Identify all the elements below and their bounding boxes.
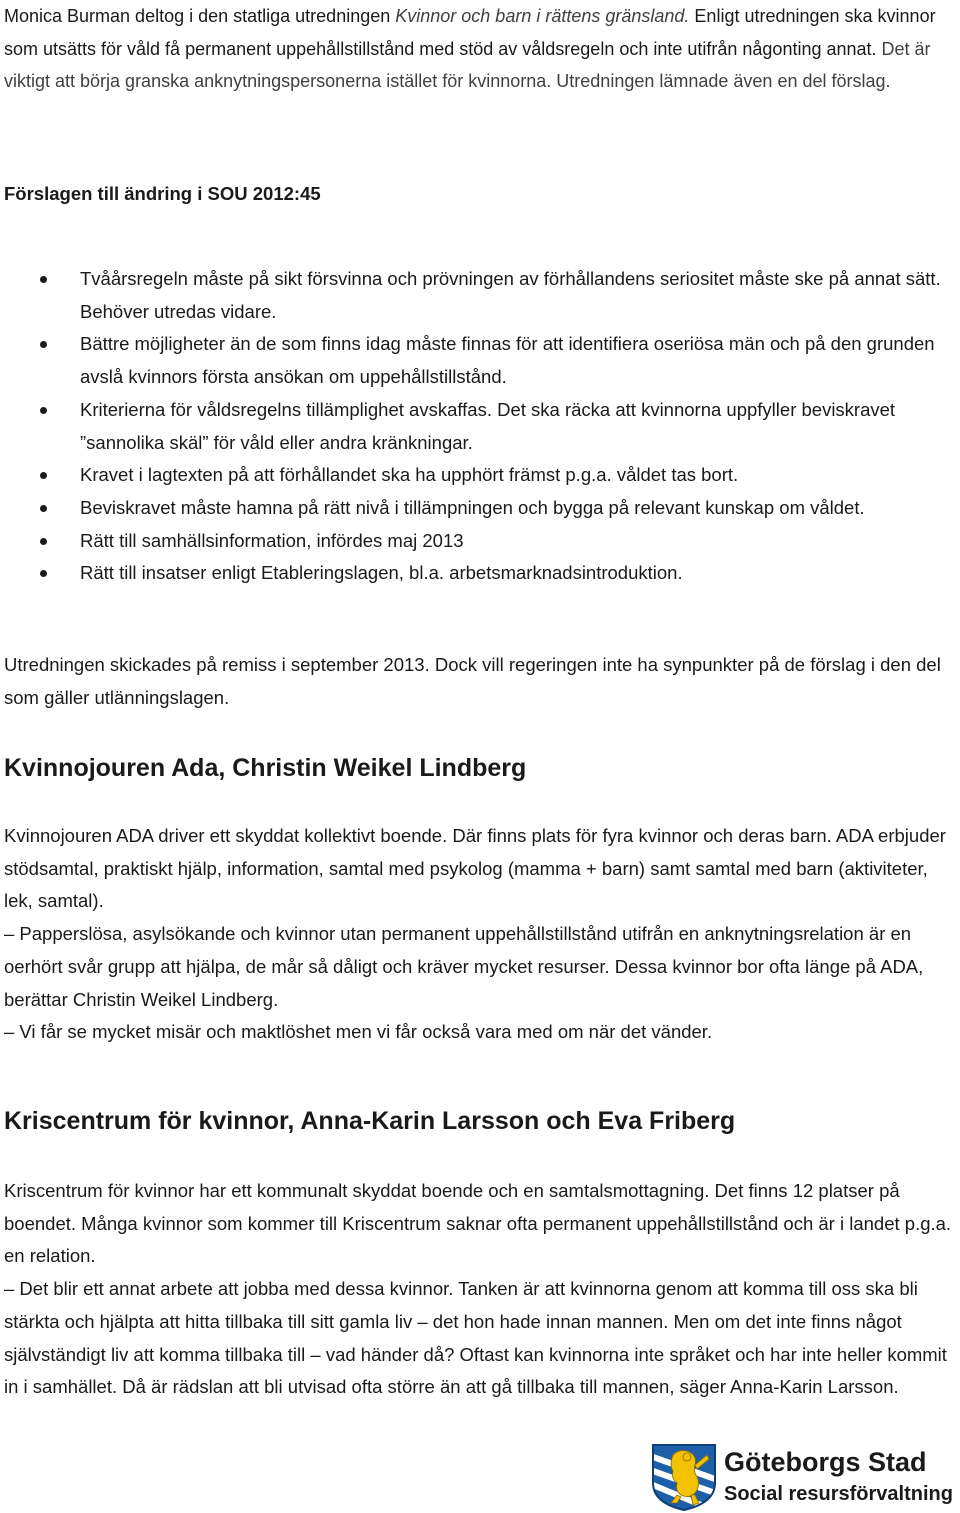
- list-item-text: Bättre möjligheter än de som finns idag måste finnas för att identifiera oseriösa män och på den grunden avslå kvinnors första ansökan om uppehållstillstånd.: [80, 333, 935, 388]
- logo-department-name: Social resursförvaltning: [724, 1483, 953, 1505]
- section-heading-ada: Kvinnojouren Ada, Christin Weikel Lindberg: [4, 754, 527, 782]
- bullet-icon: [40, 341, 47, 348]
- list-item: [4, 263, 956, 328]
- city-shield-icon: [651, 1443, 717, 1511]
- bullet-icon: [40, 276, 47, 283]
- section-body-ada: [4, 820, 956, 1049]
- bullet-icon: [40, 407, 47, 414]
- bullet-icon: [40, 472, 47, 479]
- section-heading-kriscentrum: Kriscentrum för kvinnor, Anna-Karin Larsson och Eva Friberg: [4, 1107, 736, 1135]
- intro-paragraph: [4, 0, 956, 98]
- list-item-text: Rätt till insatser enligt Etableringslagen, bl.a. arbetsmarknadsintroduktion.: [80, 562, 683, 584]
- proposals-list: [4, 263, 956, 590]
- ada-quote-1: – Papperslösa, asylsökande och kvinnor utan permanent uppehållstillstånd utifrån en anknytningsrelation är en oerhört svår grupp att hjälpa, de mår så dåligt och kräver mycket resurser. Dessa kvinnor bor ofta länge på ADA, berättar Christin Weikel Lindberg.: [4, 923, 924, 1010]
- list-item-text: Kravet i lagtexten på att förhållandet ska ha upphört främst p.g.a. våldet tas bort.: [80, 464, 739, 486]
- ada-quote-2: – Vi får se mycket misär och maktlöshet men vi får också vara med om när det vänder.: [4, 1021, 713, 1043]
- list-item: [4, 492, 956, 525]
- list-item: [4, 394, 956, 459]
- section-body-kriscentrum: [4, 1175, 956, 1404]
- bullet-icon: [40, 570, 47, 577]
- bullet-icon: [40, 538, 47, 545]
- kris-quote-1: – Det blir ett annat arbete att jobba med dessa kvinnor. Tanken är att kvinnorna genom att komma till oss ska bli stärkta och hjälpta att hitta tillbaka till sitt gamla liv – det hon hade innan mannen. Men om det inte finns något självständigt liv att komma tillbaka till – vad händer då? Oftast kan kvinnorna inte språket och har inte heller kommit in i samhället. Då är rädslan att bli utvisad ofta större än att gå tillbaka till mannen, säger Anna-Karin Larsson.: [4, 1278, 947, 1398]
- kris-paragraph-1: Kriscentrum för kvinnor har ett kommunalt skyddat boende och en samtalsmottagning. Det finns 12 platser på boendet. Många kvinnor som kommer till Kriscentrum saknar ofta permanent uppehållstillstånd och är i landet p.g.a. en relation.: [4, 1180, 952, 1267]
- list-item: [4, 328, 956, 393]
- list-item: [4, 459, 956, 492]
- intro-part-1: Monica Burman deltog i den statliga utredningen: [4, 6, 396, 26]
- intro-part-3: Det är viktigt att börja granska anknytningspersonerna istället för kvinnorna. Utredningen lämnade även en del förslag.: [4, 38, 931, 91]
- logo-city-name: Göteborgs Stad: [724, 1447, 927, 1477]
- list-item-text: Kriterierna för våldsregelns tillämplighet avskaffas. Det ska räcka att kvinnorna uppfyller beviskravet ”sannolika skäl” för våld eller andra kränkningar.: [80, 398, 896, 453]
- ada-paragraph-1: Kvinnojouren ADA driver ett skyddat kollektivt boende. Där finns plats för fyra kvinnor och deras barn. ADA erbjuder stödsamtal, praktiskt hjälp, information, samtal med psykolog (mamma + barn) samt samtal med barn (aktiviteter, lek, samtal).: [4, 825, 946, 912]
- report-title: Kvinnor och barn i rättens gränsland.: [395, 6, 690, 26]
- intro-part-2: Enligt utredningen ska kvinnor som utsätts för våld få permanent uppehållstillstånd med stöd av våldsregeln och inte utifrån någonting annat.: [4, 6, 936, 59]
- goteborgs-stad-logo: [651, 1443, 957, 1513]
- bullet-icon: [40, 505, 47, 512]
- document-page: [4, 0, 956, 98]
- list-item: [4, 557, 956, 590]
- remiss-paragraph: Utredningen skickades på remiss i september 2013. Dock vill regeringen inte ha synpunkter på de förslag i den del som gäller utlänningslagen.: [4, 654, 941, 708]
- list-item-text: Rätt till samhällsinformation, infördes maj 2013: [80, 529, 464, 551]
- list-item-text: Tvåårsregeln måste på sikt försvinna och prövningen av förhållandens seriositet måste ske på annat sätt. Behöver utredas vidare.: [80, 268, 941, 322]
- proposals-heading: Förslagen till ändring i SOU 2012:45: [4, 183, 321, 204]
- list-item: [4, 525, 956, 558]
- list-item-text: Beviskravet måste hamna på rätt nivå i tillämpningen och bygga på relevant kunskap om våldet.: [80, 496, 865, 518]
